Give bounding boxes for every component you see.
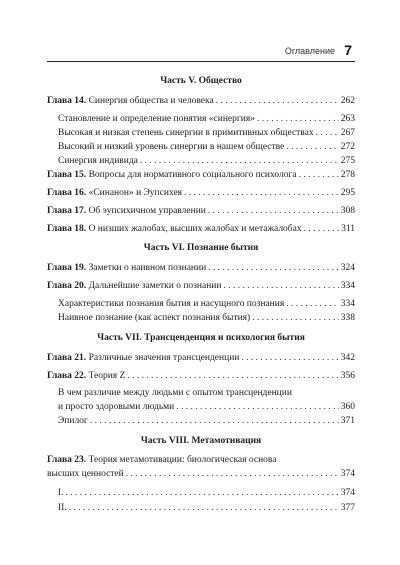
toc-entry-chapter-23[interactable]: [47, 468, 355, 481]
chapter-number: Глава 19.: [47, 263, 87, 273]
entry-page: 311: [341, 224, 355, 234]
toc-entry-section[interactable]: [58, 312, 355, 325]
entry-page: 263: [340, 114, 355, 124]
entry-title: Становление и определение понятия «синергия»: [58, 114, 255, 124]
toc-entry-section[interactable]: [58, 401, 355, 414]
page-number: 7: [344, 42, 352, 58]
dot-leader: [216, 95, 339, 108]
running-header-title: Оглавление: [284, 46, 335, 56]
dot-leader: [90, 415, 339, 428]
entry-title: О низших жалобах, высших жалобах и метажалобах: [86, 224, 302, 234]
dot-leader: [316, 127, 339, 140]
entry-page: 262: [340, 96, 355, 106]
dot-leader: [176, 401, 338, 414]
toc-entry-chapter-22[interactable]: [47, 370, 355, 383]
toc-entry-section[interactable]: [58, 415, 355, 428]
entry-title: и просто здоровыми людьми: [58, 402, 175, 412]
part-heading: Часть VII. Трансценденция и психология бытия: [97, 333, 305, 343]
dot-leader: [241, 352, 338, 365]
entry-page: 295: [340, 188, 355, 198]
chapter-number: Глава 22.: [47, 371, 87, 381]
toc-entry-section[interactable]: [58, 502, 355, 515]
dot-leader: [126, 468, 339, 481]
entry-title: Теория Z: [86, 371, 126, 381]
entry-title: Вопросы для нормативного социального психолога: [86, 170, 297, 180]
chapter-number: Глава 21.: [47, 353, 87, 363]
part-heading: Часть VIII. Метамотивация: [140, 436, 262, 446]
chapter-number: Глава 23.: [47, 455, 87, 465]
entry-page: 275: [340, 156, 355, 166]
entry-page: 278: [340, 170, 355, 180]
dot-leader: [257, 113, 339, 126]
dot-leader: [127, 370, 338, 383]
entry-page: 272: [340, 142, 355, 152]
running-header: [47, 41, 355, 62]
entry-title: Заметки о наивном познании: [86, 263, 207, 273]
dot-leader: [69, 502, 339, 515]
entry-title: «Синанон» и Эупсихея: [86, 188, 183, 198]
entry-page: 308: [340, 206, 355, 216]
chapter-number: Глава 18.: [47, 224, 87, 234]
entry-title: II.: [58, 503, 67, 513]
part-heading: Часть V. Общество: [160, 76, 242, 86]
entry-title: Об эупсихичном управлении: [86, 206, 206, 216]
entry-page: 338: [340, 313, 355, 323]
toc-entry-chapter-14[interactable]: [47, 95, 355, 108]
entry-title: Синергия индивида: [58, 156, 138, 166]
entry-title: Дальнейшие заметки о познании: [86, 281, 222, 291]
chapter-number: Глава 14.: [47, 96, 87, 106]
toc-entry-chapter-18[interactable]: [47, 223, 355, 236]
entry-page: 324: [340, 263, 355, 273]
entry-page: 267: [340, 128, 355, 138]
chapter-number: Глава 17.: [47, 206, 87, 216]
entry-page: 371: [340, 416, 355, 426]
entry-title: Характеристики познания бытия и насущного познания: [58, 299, 285, 309]
entry-title: I.: [58, 488, 64, 498]
dot-leader: [66, 487, 339, 500]
dot-leader: [223, 280, 338, 293]
toc-entry-section[interactable]: [58, 113, 355, 126]
chapter-number: Глава 15.: [47, 170, 87, 180]
entry-page: 342: [340, 353, 355, 363]
entry-title-line: В чем различие между людьми с опытом трансценденции: [58, 388, 292, 398]
toc-entry-chapter-17[interactable]: [47, 205, 355, 218]
dot-leader: [299, 169, 339, 182]
entry-title: высших ценностей: [47, 469, 124, 479]
entry-page: 360: [340, 402, 355, 412]
toc-entry-section[interactable]: [58, 127, 355, 140]
toc-entry-chapter-20[interactable]: [47, 280, 355, 293]
entry-title-line: [47, 454, 355, 467]
entry-title: Синергия общества и человека: [86, 96, 214, 106]
chapter-number: Глава 20.: [47, 281, 87, 291]
toc-entry-section[interactable]: [58, 141, 355, 154]
dot-leader: [208, 205, 339, 218]
dot-leader: [252, 312, 339, 325]
dot-leader: [286, 298, 339, 311]
toc-entry-chapter-19[interactable]: [47, 262, 355, 275]
toc-entry-chapter-21[interactable]: [47, 352, 355, 365]
part-heading: Часть VI. Познание бытия: [143, 243, 259, 253]
chapter-number: Глава 16.: [47, 188, 87, 198]
entry-page: 377: [340, 503, 355, 513]
entry-page: 334: [340, 299, 355, 309]
toc-entry-section[interactable]: [58, 487, 355, 500]
toc-entry-section[interactable]: [58, 298, 355, 311]
toc-entry-section[interactable]: [58, 155, 355, 168]
entry-title: Наивное познание (как аспект познания бытия): [58, 313, 251, 323]
entry-title: Различные значения трансценденции: [86, 353, 240, 363]
dot-leader: [208, 262, 339, 275]
toc-entry-chapter-16[interactable]: [47, 187, 355, 200]
dot-leader: [304, 223, 339, 236]
entry-title: Высокий и низкий уровень синергии в нашем обществе: [58, 142, 285, 152]
dot-leader: [184, 187, 339, 200]
toc-entry-chapter-15[interactable]: [47, 169, 355, 182]
dot-leader: [286, 141, 338, 154]
entry-title: Высокая и низкая степень синергии в примитивных обществах: [58, 128, 314, 138]
entry-page: 374: [340, 488, 355, 498]
entry-page: 334: [340, 281, 355, 291]
entry-title: Теория метамотивации: биологическая основа: [86, 455, 277, 465]
entry-title: Эпилог: [58, 416, 88, 426]
entry-page: 356: [340, 371, 355, 381]
dot-leader: [140, 155, 339, 168]
entry-page: 374: [340, 469, 355, 479]
